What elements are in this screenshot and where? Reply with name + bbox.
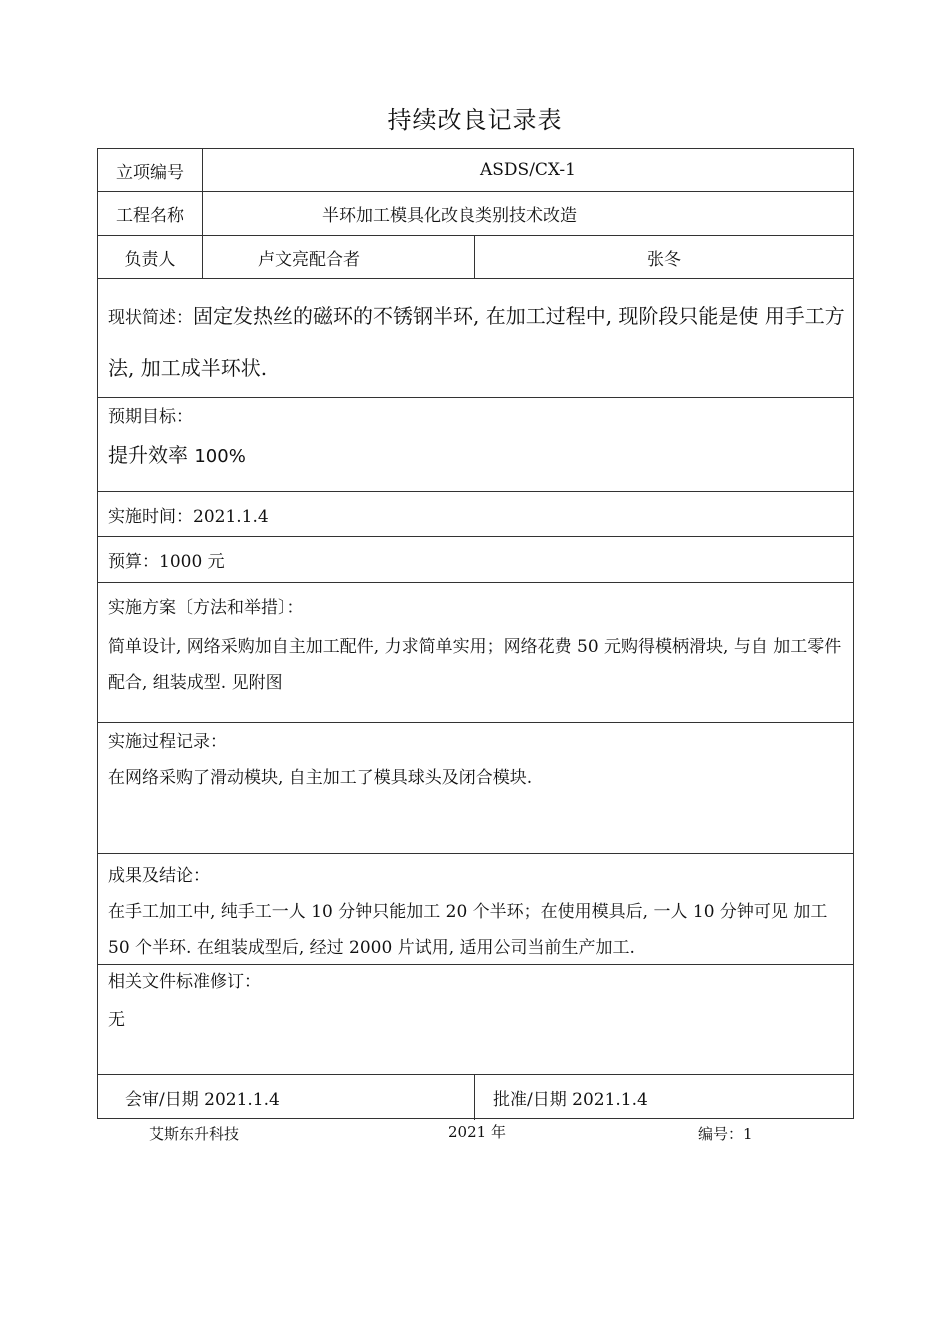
- owner-label: 负责人: [98, 236, 203, 278]
- result-text: 在手工加工中, 纯手工一人 10 分钟只能加工 20 个半环；在使用模具后, 一人 10 分钟可见 加工 50 个半环. 在组装成型后, 经过 2000 片试用, 适用公司当前生产加工.: [108, 902, 828, 958]
- row-result: [98, 854, 853, 965]
- partner-value: 张冬: [647, 249, 681, 270]
- row-process: [98, 723, 853, 854]
- owner-value: 卢文亮配合者: [203, 236, 475, 278]
- improvement-record-table: [97, 148, 854, 1119]
- project-number-label: 立项编号: [98, 149, 203, 191]
- row-time: [98, 492, 853, 537]
- goal-text: [108, 440, 845, 472]
- process-text: 在网络采购了滑动模块, 自主加工了模具球头及闭合模块.: [108, 768, 533, 788]
- docs-text: 无: [108, 1010, 125, 1030]
- row-project-name: [98, 192, 853, 236]
- result-label: 成果及结论：: [108, 866, 210, 886]
- goal-value: 100%: [194, 446, 246, 467]
- row-project-number: [98, 149, 853, 192]
- docs-label: 相关文件标准修订：: [108, 972, 261, 992]
- review-date: 会审/日期 2021.1.4: [98, 1075, 475, 1120]
- row-signatures: [98, 1075, 853, 1120]
- row-related-docs: [98, 965, 853, 1075]
- status-description: 固定发热丝的磁环的不锈钢半环, 在加工过程中, 现阶段只能是使 用手工方法, 加工成半环状.: [108, 304, 845, 380]
- status-label: 现状简述：: [108, 308, 193, 328]
- row-goal: [98, 398, 853, 492]
- row-status: [98, 279, 853, 398]
- goal-text-prefix: 提升效率: [108, 443, 188, 467]
- goal-label: 预期目标：: [108, 407, 193, 427]
- footer-company: 艾斯东升科技: [149, 1125, 240, 1143]
- approve-date: 批准/日期 2021.1.4: [493, 1090, 648, 1110]
- plan-text: 简单设计, 网络采购加自主加工配件, 力求简单实用；网络花费 50 元购得模柄滑块, 与自 加工零件配合, 组装成型. 见附图: [108, 637, 842, 693]
- document-title: 持续改良记录表: [387, 106, 563, 134]
- row-owner: [98, 236, 853, 279]
- row-budget: [98, 537, 853, 583]
- time-text: 实施时间：2021.1.4: [108, 506, 269, 527]
- footer-year: 2021 年: [448, 1123, 506, 1141]
- status-text: [108, 291, 845, 393]
- project-number-value: ASDS/CX-1: [480, 160, 576, 180]
- budget-text: 预算：1000 元: [108, 552, 225, 572]
- row-plan: [98, 583, 853, 723]
- process-label: 实施过程记录：: [108, 732, 227, 752]
- footer-number: 编号：1: [698, 1125, 753, 1143]
- project-name-value: 半环加工模具化改良类别技术改造: [322, 206, 577, 226]
- project-name-label: 工程名称: [98, 192, 203, 235]
- plan-label: 实施方案〔方法和举措〕：: [108, 598, 304, 618]
